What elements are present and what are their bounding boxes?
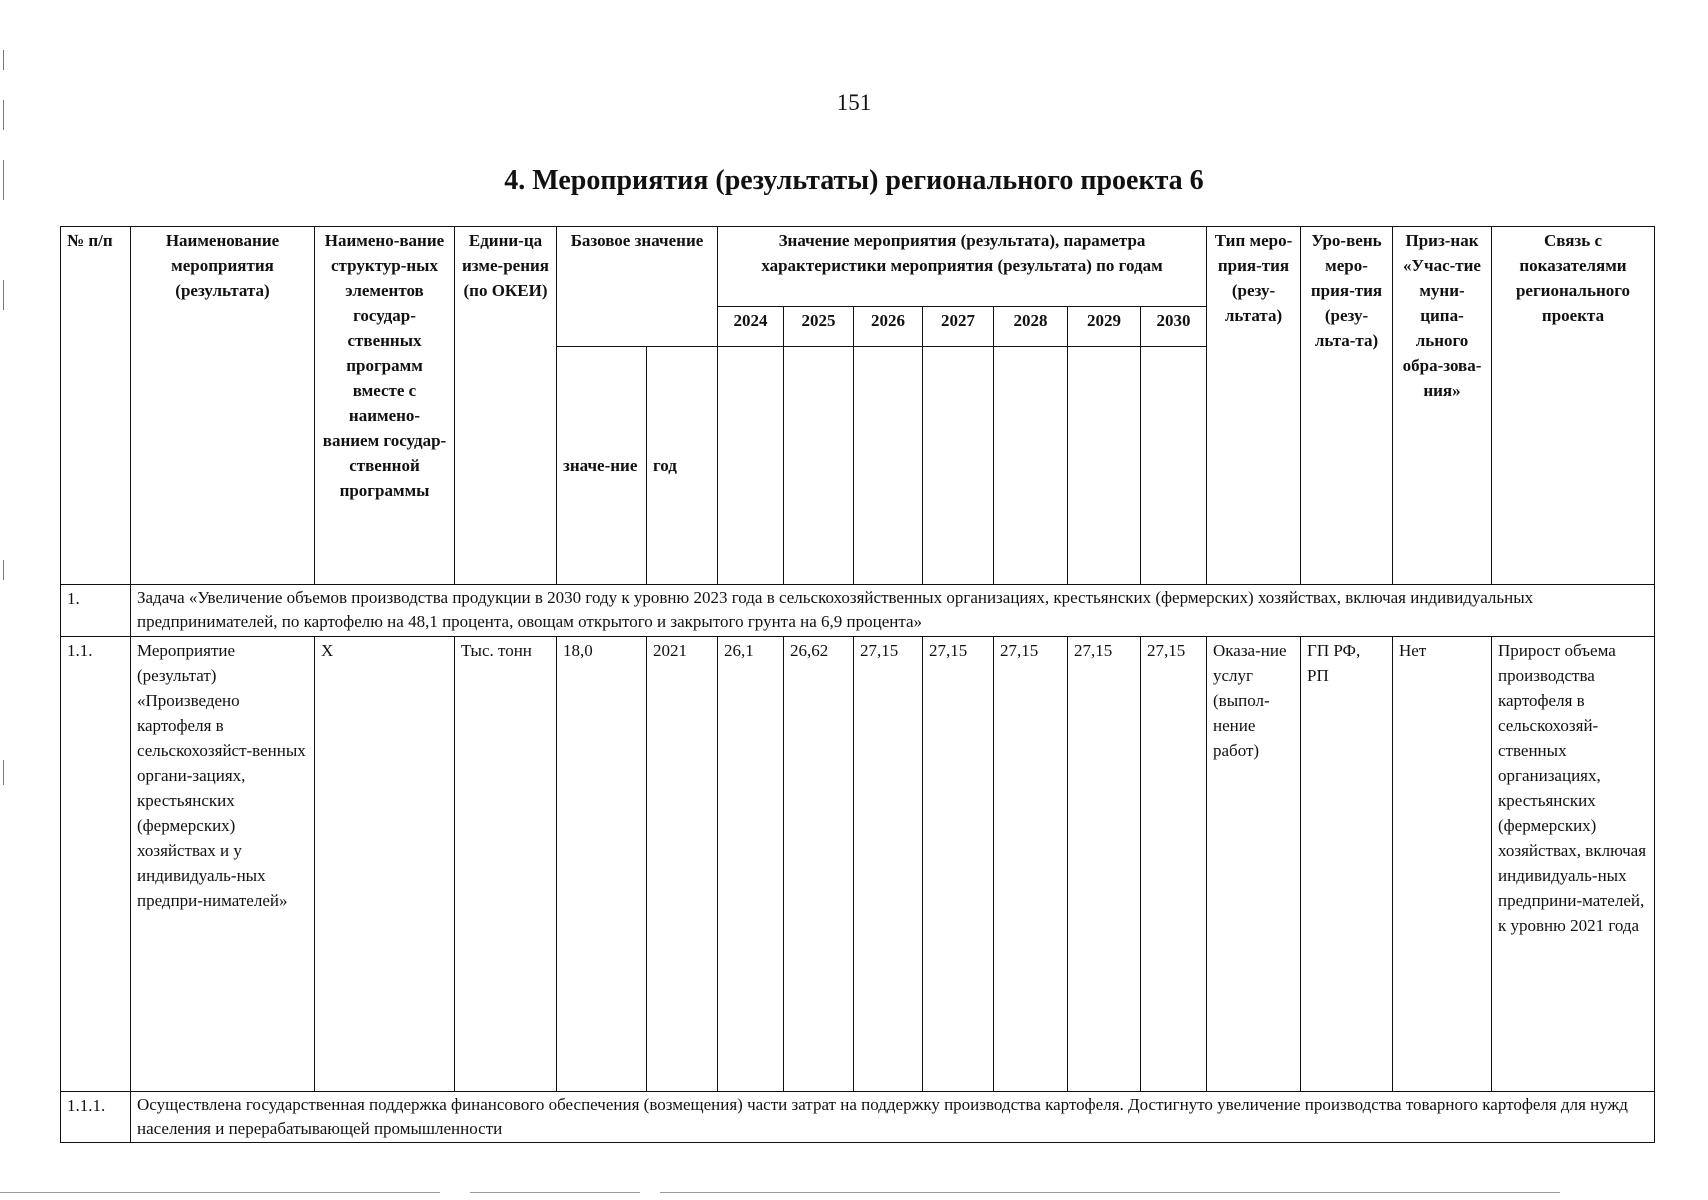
measure-structural: Х bbox=[315, 637, 455, 1092]
header-base-value: значе-ние bbox=[557, 347, 647, 585]
empty-cell bbox=[1068, 347, 1141, 585]
header-unit: Едини-ца изме-рения (по ОКЕИ) bbox=[455, 227, 557, 585]
measure-unit: Тыс. тонн bbox=[455, 637, 557, 1092]
measure-year-value: 27,15 bbox=[1068, 637, 1141, 1092]
empty-cell bbox=[718, 347, 784, 585]
scan-edge-mark bbox=[3, 760, 4, 785]
header-year: 2029 bbox=[1068, 307, 1141, 347]
measure-row bbox=[61, 637, 1655, 1092]
header-municipal: Приз-нак «Учас-тие муни-ципа-льного обра-зова-ния» bbox=[1393, 227, 1492, 585]
scan-edge-mark bbox=[3, 280, 4, 310]
measure-link: Прирост объема производства картофеля в сельскохозяй-ственных организациях, крестьянских (фермерских) хозяйствах, включая индивидуаль-ных предприни-мателей, к уровню 2021 года bbox=[1492, 637, 1655, 1092]
task-row bbox=[61, 585, 1655, 637]
header-year: 2027 bbox=[923, 307, 994, 347]
scan-edge-mark bbox=[3, 100, 4, 130]
header-name: Наименование мероприятия (результата) bbox=[131, 227, 315, 585]
measure-year-value: 27,15 bbox=[1141, 637, 1207, 1092]
scan-artifact-line bbox=[470, 1192, 640, 1193]
header-values-by-year: Значение мероприятия (результата), параметра характеристики мероприятия (результата) по годам bbox=[718, 227, 1207, 307]
scan-artifact-line bbox=[660, 1192, 1560, 1193]
header-base-year: год bbox=[647, 347, 718, 585]
header-base: Базовое значение bbox=[557, 227, 718, 347]
scan-edge-mark bbox=[3, 560, 4, 580]
measure-row-number: 1.1. bbox=[61, 637, 131, 1092]
empty-cell bbox=[784, 347, 854, 585]
measure-year-value: 26,62 bbox=[784, 637, 854, 1092]
measure-name: Мероприятие (результат) «Произведено картофеля в сельскохозяйст-венных органи-зациях, крестьянских (фермерских) хозяйствах и у индивидуаль-ных предпри-нимателей» bbox=[131, 637, 315, 1092]
empty-cell bbox=[1141, 347, 1207, 585]
measure-year-value: 27,15 bbox=[994, 637, 1068, 1092]
measure-municipal: Нет bbox=[1393, 637, 1492, 1092]
header-year: 2030 bbox=[1141, 307, 1207, 347]
header-structural: Наимено-вание структур-ных элементов государ-ственных программ вместе с наимено-ванием государ-ственной программы bbox=[315, 227, 455, 585]
header-type: Тип меро-прия-тия (резу-льтата) bbox=[1207, 227, 1301, 585]
task-row-number: 1. bbox=[61, 585, 131, 637]
measure-base-value: 18,0 bbox=[557, 637, 647, 1092]
header-year: 2025 bbox=[784, 307, 854, 347]
scan-edge-mark bbox=[3, 50, 4, 70]
measure-year-value: 26,1 bbox=[718, 637, 784, 1092]
empty-cell bbox=[923, 347, 994, 585]
measure-year-value: 27,15 bbox=[854, 637, 923, 1092]
empty-cell bbox=[854, 347, 923, 585]
header-year: 2024 bbox=[718, 307, 784, 347]
header-no: № п/п bbox=[61, 227, 131, 585]
scan-artifact-line bbox=[0, 1192, 440, 1193]
events-table bbox=[60, 226, 1655, 1143]
measure-base-year: 2021 bbox=[647, 637, 718, 1092]
measure-type: Оказа-ние услуг (выпол-нение работ) bbox=[1207, 637, 1301, 1092]
scan-edge-mark bbox=[3, 160, 4, 200]
section-title: 4. Мероприятия (результаты) регионального проекта 6 bbox=[504, 165, 1204, 196]
measure-level: ГП РФ, РП bbox=[1301, 637, 1393, 1092]
task-row-text: Задача «Увеличение объемов производства продукции в 2030 году к уровню 2023 года в сельскохозяйственных организациях, крестьянских (фермерских) хозяйствах, включая индивидуальных предпринимателей, по картофелю на 48,1 процента, овощам открытого и закрытого грунта на 6,9 процента» bbox=[131, 585, 1655, 637]
sub-row bbox=[61, 1092, 1655, 1143]
header-level: Уро-вень меро-прия-тия (резу-льта-та) bbox=[1301, 227, 1393, 585]
page-number: 151 bbox=[836, 90, 872, 115]
measure-year-value: 27,15 bbox=[923, 637, 994, 1092]
empty-cell bbox=[994, 347, 1068, 585]
header-link: Связь с показателями регионального проекта bbox=[1492, 227, 1655, 585]
header-year: 2026 bbox=[854, 307, 923, 347]
sub-row-number: 1.1.1. bbox=[61, 1092, 131, 1143]
header-year: 2028 bbox=[994, 307, 1068, 347]
sub-row-text: Осуществлена государственная поддержка финансового обеспечения (возмещения) части затрат на поддержку производства картофеля. Достигнуто увеличение производства товарного картофеля для нужд населения и перерабатывающей промышленности bbox=[131, 1092, 1655, 1143]
